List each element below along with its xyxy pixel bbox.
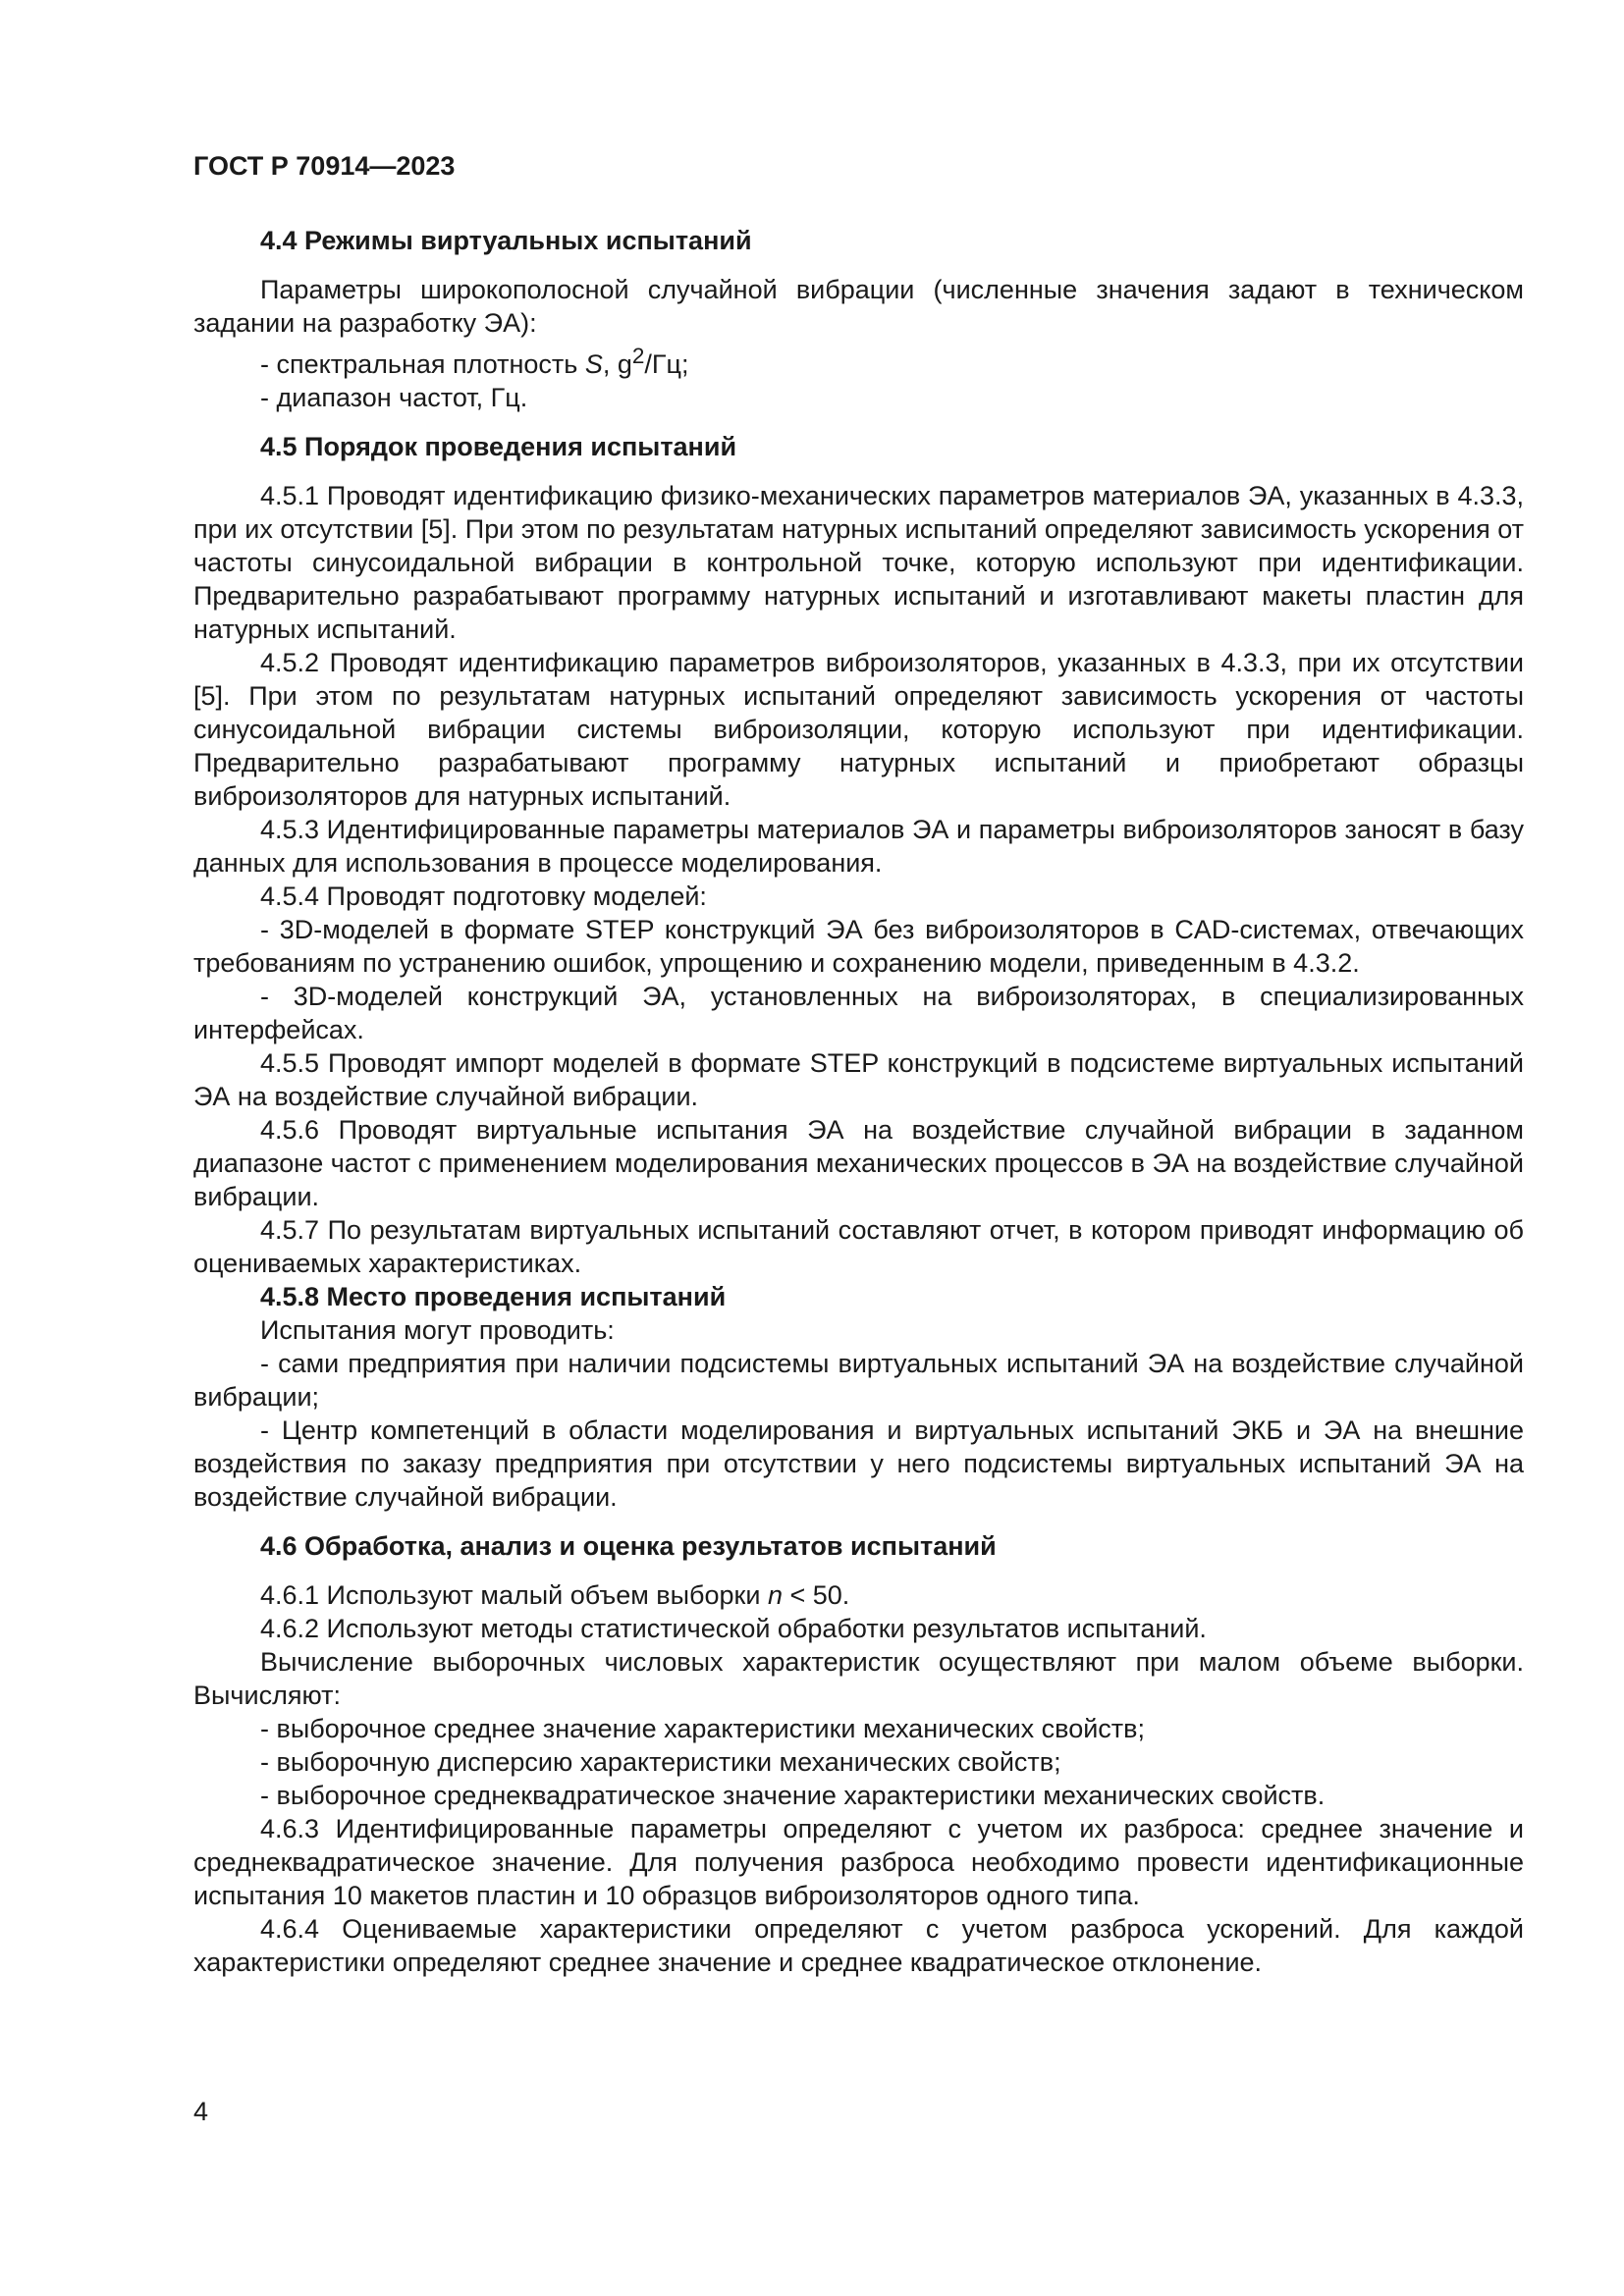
paragraph: Вычисление выборочных числовых характеристик осуществляют при малом объеме выборки. Вычисляют: [193,1647,1524,1710]
list-item: - 3D-моделей в формате STEP конструкций ЭА без виброизоляторов в CAD-системах, отвечающих требованиям по устранению ошибок, упрощению и сохранению модели, приведенным в 4.3.2. [193,915,1524,978]
paragraph: Параметры широкополосной случайной вибрации (численные значения задают в техническом задании на разработку ЭА): [193,275,1524,338]
paragraph-4-6-4: 4.6.4 Оцениваемые характеристики определяют с учетом разброса ускорений. Для каждой характеристики определяют среднее значение и среднее квадратическое отклонение. [193,1914,1524,1977]
paragraph-4-6-3: 4.6.3 Идентифицированные параметры определяют с учетом их разброса: среднее значение и среднеквадратическое значение. Для получения разброса необходимо провести идентификационные испытания 10 макетов пластин и 10 образцов виброизоляторов одного типа. [193,1814,1524,1910]
paragraph-4-5-1: 4.5.1 Проводят идентификацию физико-механических параметров материалов ЭА, указанных в 4.3.3, при их отсутствии [5]. При этом по результатам натурных испытаний определяют зависимость ускорения от частоты синусоидальной вибрации в контрольной точке, которую используют при идентификации. Предварительно разрабатывают программу натурных испытаний и изготавливают макеты пластин для натурных испытаний. [193,481,1524,644]
section-4-5-title: 4.5 Порядок проведения испытаний [260,432,737,461]
document-body [193,224,1524,1979]
paragraph-4-6-1: 4.6.1 Используют малый объем выборки n < 50. [260,1580,850,1610]
list-item: - спектральная плотность S, $g^2/Гц$; [260,344,689,379]
paragraph-4-5-8: Испытания могут проводить: [260,1315,615,1345]
list-item: - сами предприятия при наличии подсистемы виртуальных испытаний ЭА на воздействие случайной вибрации; [193,1349,1524,1412]
list-item: - выборочную дисперсию характеристики механических свойств; [260,1747,1061,1777]
section-4-6-title: 4.6 Обработка, анализ и оценка результатов испытаний [260,1531,997,1561]
list-item: - 3D-моделей конструкций ЭА, установленных на виброизоляторах, в специализированных интерфейсах. [193,982,1524,1044]
page-number: 4 [193,2097,209,2126]
paragraph-4-5-3: 4.5.3 Идентифицированные параметры материалов ЭА и параметры виброизоляторов заносят в базу данных для использования в процессе моделирования. [193,815,1524,878]
paragraph-4-5-6: 4.5.6 Проводят виртуальные испытания ЭА на воздействие случайной вибрации в заданном диапазоне частот с применением моделирования механических процессов в ЭА на воздействие случайной вибрации. [193,1115,1524,1211]
section-4-5-8-title: 4.5.8 Место проведения испытаний [260,1282,727,1311]
document-code: ГОСТ Р 70914—2023 [193,151,456,181]
paragraph-4-6-2: 4.6.2 Используют методы статистической обработки результатов испытаний. [260,1614,1207,1643]
list-item: - выборочное среднее значение характеристики механических свойств; [260,1714,1146,1743]
paragraph-4-5-4: 4.5.4 Проводят подготовку моделей: [260,881,707,911]
paragraph-4-5-5: 4.5.5 Проводят импорт моделей в формате STEP конструкций в подсистеме виртуальных испытаний ЭА на воздействие случайной вибрации. [193,1048,1524,1111]
list-item: - Центр компетенций в области моделирования и виртуальных испытаний ЭКБ и ЭА на внешние воздействия по заказу предприятия при отсутствии у него подсистемы виртуальных испытаний ЭА на воздействие случайной вибрации. [193,1415,1524,1512]
list-item: - выборочное среднеквадратическое значение характеристики механических свойств. [260,1781,1326,1810]
paragraph-4-5-2: 4.5.2 Проводят идентификацию параметров виброизоляторов, указанных в 4.3.3, при их отсутствии [5]. При этом по результатам натурных испытаний определяют зависимость ускорения от частоты синусоидальной вибрации системы виброизоляции, которую используют при идентификации. Предварительно разрабатывают программу натурных испытаний и приобретают образцы виброизоляторов для натурных испытаний. [193,648,1524,811]
list-item: - диапазон частот, Гц. [260,383,528,412]
section-4-4-title: 4.4 Режимы виртуальных испытаний [260,226,752,255]
paragraph-4-5-7: 4.5.7 По результатам виртуальных испытаний составляют отчет, в котором приводят информацию об оцениваемых характеристиках. [193,1215,1524,1278]
